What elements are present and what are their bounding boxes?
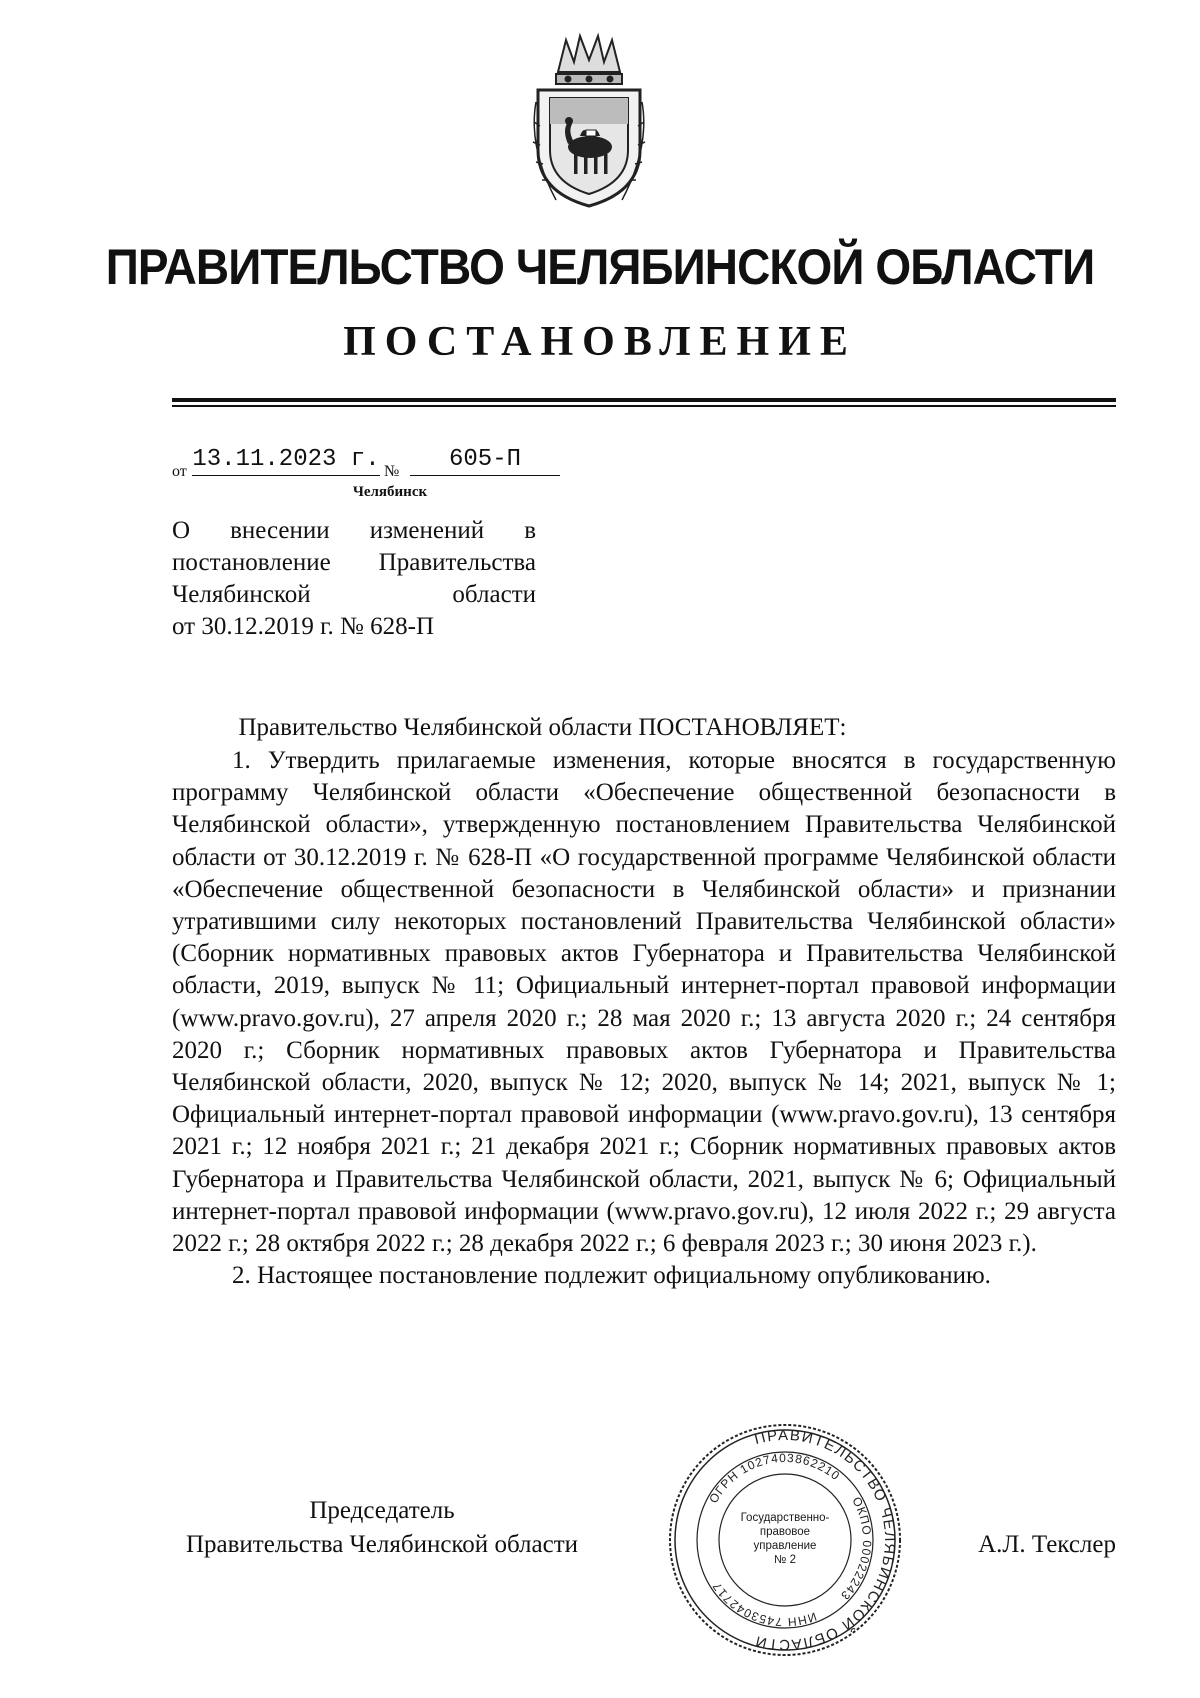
- resolution-preamble: Правительство Челябинской области ПОСТАНОВЛЯЕТ:: [238, 714, 847, 741]
- subject-line: О внесении изменений в: [172, 517, 536, 544]
- issue-city: Челябинск: [352, 484, 428, 500]
- date-prefix: от: [172, 463, 187, 480]
- svg-text:ОГРН 1027403862210: [706, 1451, 843, 1506]
- subject-line: Челябинской области: [172, 581, 536, 608]
- seal-center-text: [735, 1511, 835, 1567]
- paragraph-1: 1. Утвердить прилагаемые изменения, которые вносятся в государственную программу Челябинской области «Обеспечение общественной безопасности в Челябинской области», утвержденную постановлением Правительства Челябинской области от 30.12.2019 г. № 628-П «О государственной программе Челябинской области «Обеспечение общественной безопасности в Челябинской области» и признании утратившими силу некоторых постановлений Правительства Челябинской области» (Сборник нормативных правовых актов Губернатора и Правительства Челябинской области, 2019, выпуск № 11; Официальный интернет-портал правовой информации (www.pravo.gov.ru), 27 апреля 2020 г.; 28 мая 2020 г.; 13 августа 2020 г.; 24 сентября 2020 г.; Сборник нормативных правовых актов Губернатора и Правительства Челябинской области, 2020, выпуск № 12; 2020, выпуск № 14; 2021, выпуск № 1; Официальный интернет-портал правовой информации (www.pravo.gov.ru), 13 сентября 2021 г.; 12 ноября 2021 г.; 21 декабря 2021 г.; Сборник нормативных правовых актов Губернатора и Правительства Челябинской области, 2021, выпуск № 6; Официальный интернет-портал правовой информации (www.pravo.gov.ru), 12 июля 2022 г.; 29 августа 2022 г.; 28 октября 2022 г.; 28 декабря 2022 г.; 6 февраля 2023 г.; 30 июня 2023 г.).: [172, 747, 1116, 1258]
- document-type: ПОСТАНОВЛЕНИЕ: [343, 319, 857, 365]
- seal-okpo: ОКПО 00022243: [837, 1494, 875, 1604]
- coat-of-arms-icon: [528, 32, 650, 210]
- svg-text:ОКПО 00022243: [838, 1495, 875, 1604]
- seal-center-line: № 2: [774, 1554, 796, 1566]
- seal-center-line: правовое: [759, 1526, 811, 1538]
- header-divider: [172, 398, 1116, 402]
- header-divider-thin: [172, 405, 1116, 407]
- subject-line: от 30.12.2019 г. № 628-П: [172, 613, 435, 640]
- position-line: Председатель: [309, 1497, 455, 1524]
- number-prefix: №: [384, 463, 400, 480]
- subject-line: постановление Правительства: [172, 549, 536, 576]
- paragraph-2: 2. Настоящее постановление подлежит официальному опубликованию.: [232, 1262, 991, 1290]
- document-subject: [172, 515, 536, 643]
- seal-ogrn: ОГРН 1027403862210: [706, 1450, 844, 1506]
- resolution-body: [172, 745, 1116, 1292]
- seal-center-line: управление: [753, 1540, 817, 1552]
- document-date: 13.11.2023 г.: [192, 445, 380, 476]
- signatory-name: А.Л. Текслер: [978, 1531, 1116, 1558]
- seal-inn: ИНН 7453042717: [709, 1579, 819, 1630]
- seal-outer-text: ПРАВИТЕЛЬСТВО ЧЕЛЯБИНСКОЙ ОБЛАСТИ: [752, 1426, 899, 1654]
- seal-center-line: Государственно-: [740, 1512, 830, 1524]
- signatory-position: [162, 1494, 602, 1562]
- document-number: 605-П: [410, 445, 560, 476]
- government-title: ПРАВИТЕЛЬСТВО ЧЕЛЯБИНСКОЙ ОБЛАСТИ: [105, 239, 1095, 295]
- position-line: Правительства Челябинской области: [185, 1531, 579, 1558]
